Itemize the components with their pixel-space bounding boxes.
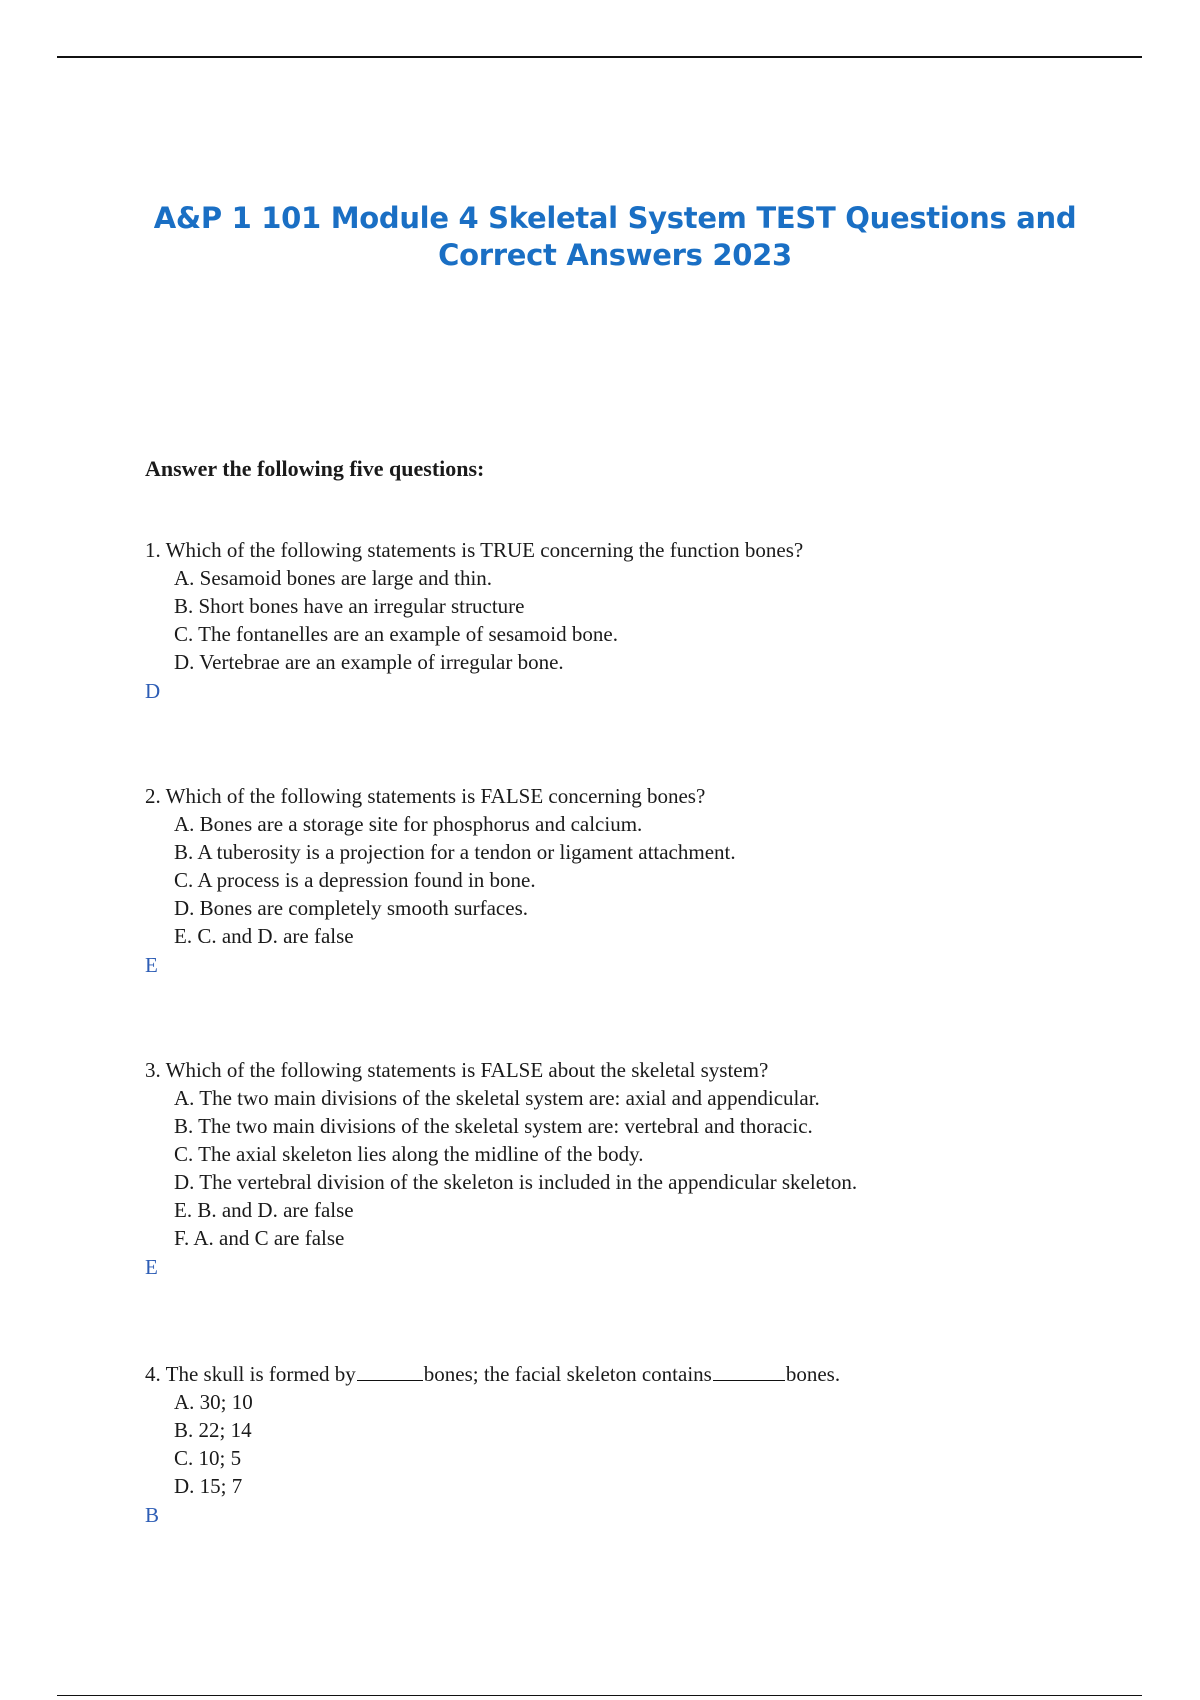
stem-part: bones; the facial skeleton contains [423,1362,712,1386]
question-stem: 1. Which of the following statements is TRUE concerning the function bones? [145,538,804,562]
question-3 [145,1056,857,1281]
option: F. A. and C are false [174,1226,345,1250]
question-4 [145,1360,840,1529]
option: D. Bones are completely smooth surfaces. [174,896,528,920]
question-stem: 3. Which of the following statements is FALSE about the skeletal system? [145,1058,769,1082]
option: A. The two main divisions of the skeletal system are: axial and appendicular. [174,1086,820,1110]
question-2 [145,782,736,979]
option: A. 30; 10 [174,1390,253,1414]
question-1 [145,536,803,705]
option: B. A tuberosity is a projection for a tendon or ligament attachment. [174,840,736,864]
document-title: A&P 1 101 Module 4 Skeletal System TEST Questions and Correct Answers 2023 [153,201,1077,272]
option: D. The vertebral division of the skeleton is included in the appendicular skeleton. [174,1170,858,1194]
answer: D [145,679,161,703]
option: D. 15; 7 [174,1474,243,1498]
stem-part: 4. The skull is formed by [145,1362,356,1386]
answer: E [145,953,158,977]
fill-blank [713,1364,785,1381]
top-rule [57,56,1142,58]
instructions: Answer the following five questions: [145,456,485,481]
option: B. 22; 14 [174,1418,252,1442]
option: A. Sesamoid bones are large and thin. [174,566,493,590]
question-stem: 2. Which of the following statements is FALSE concerning bones? [145,784,706,808]
fill-blank [357,1364,423,1381]
option: B. Short bones have an irregular structure [174,594,525,618]
option: D. Vertebrae are an example of irregular bone. [174,650,564,674]
option: C. The axial skeleton lies along the midline of the body. [174,1142,644,1166]
question-stem [145,1360,840,1388]
option: B. The two main divisions of the skeletal system are: vertebral and thoracic. [174,1114,813,1138]
answer: B [145,1503,160,1527]
option: E. B. and D. are false [174,1198,354,1222]
option: E. C. and D. are false [174,924,354,948]
option: C. 10; 5 [174,1446,242,1470]
stem-part: bones. [785,1362,841,1386]
option: C. A process is a depression found in bone. [174,868,536,892]
answer: E [145,1255,158,1279]
option: A. Bones are a storage site for phosphorus and calcium. [174,812,643,836]
option: C. The fontanelles are an example of sesamoid bone. [174,622,618,646]
bottom-rule [57,1695,1142,1696]
